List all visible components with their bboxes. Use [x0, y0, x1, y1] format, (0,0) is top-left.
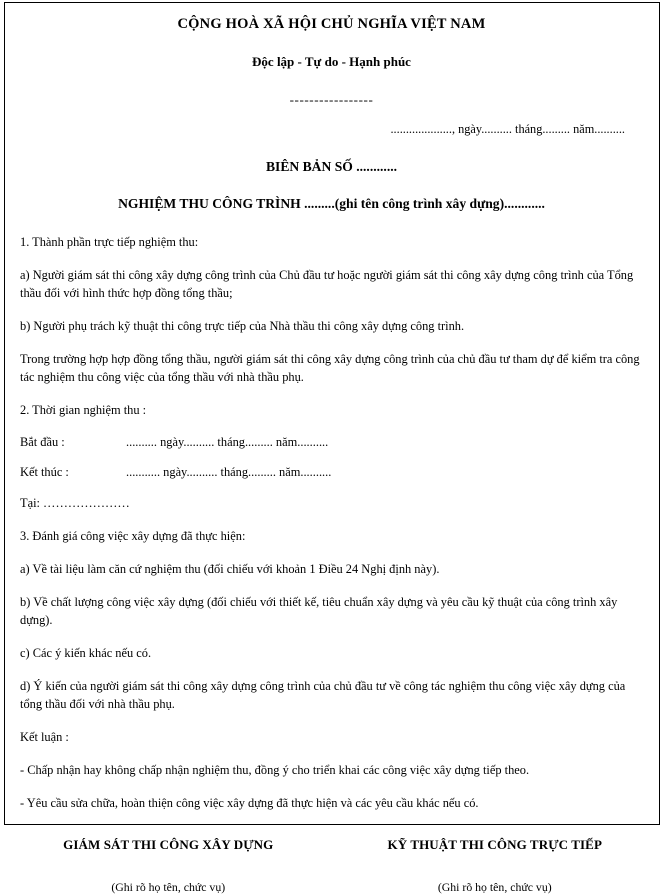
national-motto: Độc lập - Tự do - Hạnh phúc: [252, 54, 411, 69]
document-main-title: NGHIỆM THU CÔNG TRÌNH .........(ghi tên công trình xây dựng)............: [118, 196, 545, 211]
document-titles: [20, 159, 643, 212]
section-3-item-d: d) Ý kiến của người giám sát thi công xây dựng công trình của chủ đầu tư về công tác nghiệm thu công việc xây dựng của tổng thầu đối với nhà thầu phụ.: [20, 678, 626, 711]
technician-signature-title: KỸ THUẬT THI CÔNG TRỰC TIẾP: [387, 836, 602, 852]
section-3-heading: 3. Đánh giá công việc xây dựng đã thực hiện:: [20, 528, 246, 543]
section-3-item-a: a) Về tài liệu làm căn cứ nghiệm thu (đối chiếu với khoản 1 Điều 24 Nghị định này).: [20, 561, 440, 576]
conclusion-heading: Kết luận :: [20, 729, 69, 744]
section-1-heading: 1. Thành phần trực tiếp nghiệm thu:: [20, 235, 199, 249]
national-heading: CỘNG HOÀ XÃ HỘI CHỦ NGHĨA VIỆT NAM: [177, 16, 486, 32]
document-body: [20, 234, 643, 813]
supervisor-signature-title: GIÁM SÁT THI CÔNG XÂY DỰNG: [63, 836, 274, 852]
signature-column-technician: [341, 837, 644, 895]
document-header: [20, 16, 643, 137]
section-1-item-a: a) Người giám sát thi công xây dựng công trình của Chủ đầu tư hoặc người giám sát thi công xây dựng công trình của Tổng thầu đối với hình thức hợp đồng tổng thầu;: [20, 267, 634, 300]
end-time-row: [20, 465, 643, 480]
location-line: Tại: …………………: [20, 495, 130, 510]
signature-block: [20, 837, 643, 895]
conclusion-item-1: - Chấp nhận hay không chấp nhận nghiệm thu, đồng ý cho triển khai các công việc xây dựng tiếp theo.: [20, 762, 530, 777]
section-3-item-c: c) Các ý kiến khác nếu có.: [20, 645, 152, 660]
place-and-date-line: ...................., ngày.......... tháng......... năm..........: [390, 122, 625, 136]
section-1-note: Trong trường hợp hợp đồng tổng thầu, người giám sát thi công xây dựng công trình của chủ đầu tư tham dự để kiểm tra công tác nghiệm thu công việc của tổng thầu với nhà thầu phụ.: [20, 351, 640, 384]
supervisor-signature-note: (Ghi rõ họ tên, chức vụ): [111, 879, 226, 894]
signature-column-supervisor: [20, 837, 341, 895]
start-time-value: .......... ngày.......... tháng......... năm..........: [126, 434, 329, 449]
end-time-label: Kết thúc :: [20, 464, 69, 479]
technician-signature-note: (Ghi rõ họ tên, chức vụ): [437, 879, 552, 894]
end-time-value: ........... ngày.......... tháng......... năm..........: [126, 464, 332, 479]
start-time-row: [20, 435, 643, 450]
conclusion-item-2: - Yêu cầu sửa chữa, hoàn thiện công việc xây dựng đã thực hiện và các yêu cầu khác nếu có.: [20, 795, 479, 810]
dashed-separator: -----------------: [289, 92, 374, 107]
start-time-label: Bắt đầu :: [20, 434, 65, 449]
section-1-item-b: b) Người phụ trách kỹ thuật thi công trực tiếp của Nhà thầu thi công xây dựng công trình.: [20, 318, 465, 333]
record-number-title: BIÊN BẢN SỐ ............: [265, 159, 398, 174]
section-3-item-b: b) Về chất lượng công việc xây dựng (đối chiếu với thiết kế, tiêu chuẩn xây dựng và yêu cầu kỹ thuật của công trình xây dựng).: [20, 594, 618, 627]
section-2-heading: 2. Thời gian nghiệm thu :: [20, 402, 147, 417]
